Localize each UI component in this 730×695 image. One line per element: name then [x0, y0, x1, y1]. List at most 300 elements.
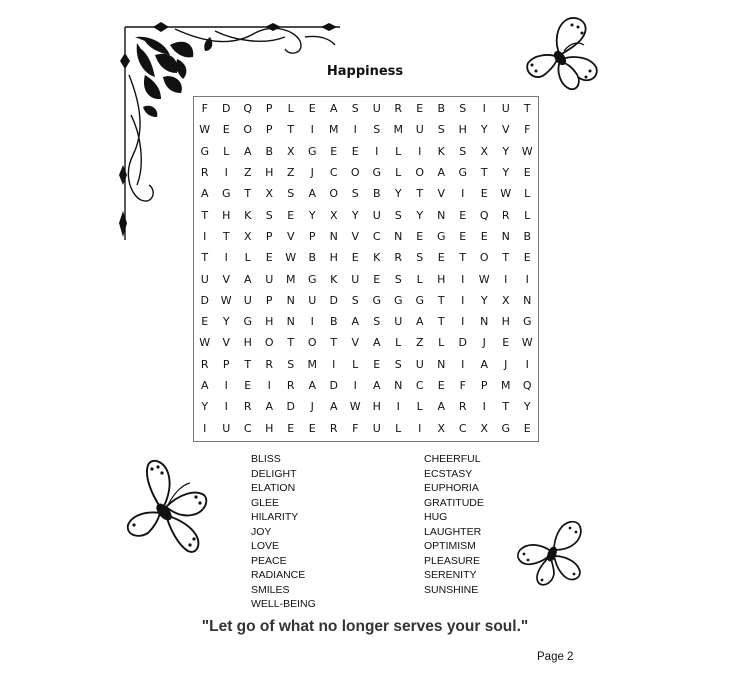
grid-cell: P [308, 229, 316, 243]
grid-cell: D [329, 379, 338, 392]
grid-cell: L [524, 208, 531, 222]
grid-cell: E [265, 251, 273, 265]
word-list-item: GLEE [251, 496, 280, 509]
grid-row [194, 183, 538, 204]
grid-cell: T [523, 102, 531, 116]
grid-cell: G [221, 187, 231, 201]
grid-cell: A [415, 315, 424, 329]
grid-row [194, 396, 538, 417]
grid-row [194, 226, 538, 247]
grid-cell: U [372, 421, 381, 435]
grid-cell: X [265, 187, 274, 201]
grid-cell: E [201, 315, 209, 329]
grid-cell: U [415, 357, 424, 371]
grid-cell: T [502, 400, 510, 414]
grid-cell: O [243, 123, 253, 137]
grid-cell: X [286, 144, 295, 158]
grid-cell: S [373, 315, 381, 329]
grid-cell: S [287, 187, 295, 201]
grid-cell: I [267, 379, 271, 392]
letter-table [194, 98, 538, 439]
grid-cell: N [437, 208, 446, 222]
grid-cell: G [458, 166, 468, 180]
grid-cell: I [310, 123, 314, 137]
grid-cell: S [416, 251, 424, 265]
grid-cell: M [286, 272, 296, 286]
grid-cell: Y [222, 315, 230, 329]
grid-cell: J [504, 357, 508, 371]
grid-cell: L [395, 336, 402, 350]
grid-cell: E [287, 421, 295, 435]
grid-cell: E [351, 251, 359, 265]
grid-cell: Y [201, 400, 209, 414]
grid-cell: E [308, 421, 316, 435]
grid-cell: O [264, 336, 274, 350]
grid-cell: V [351, 229, 360, 243]
grid-cell: Y [480, 293, 488, 307]
grid-row [194, 204, 538, 225]
grid-row [194, 119, 538, 140]
grid-cell: L [287, 102, 294, 116]
grid-cell: Y [502, 166, 510, 180]
grid-cell: U [351, 272, 360, 286]
grid-cell: W [521, 336, 533, 350]
grid-cell: N [286, 315, 295, 329]
grid-cell: T [437, 315, 445, 329]
grid-cell: G [415, 293, 425, 307]
word-list-item: EUPHORIA [424, 482, 479, 494]
word-list-item: SERENITY [424, 569, 477, 581]
grid-cell: V [286, 229, 295, 243]
grid-cell: A [200, 187, 209, 201]
grid-cell: B [329, 315, 338, 329]
grid-cell: E [502, 336, 510, 350]
grid-cell: P [222, 357, 230, 371]
grid-cell: Y [523, 400, 531, 414]
grid-cell: D [222, 102, 231, 116]
grid-cell: R [458, 400, 467, 414]
grid-cell: A [308, 187, 317, 201]
grid-cell: N [523, 293, 532, 307]
grid-cell: I [418, 144, 422, 158]
grid-cell: N [394, 229, 403, 243]
inspirational-quote: "Let go of what no longer serves your soul." [201, 618, 529, 635]
butterfly-icon [520, 15, 605, 95]
grid-cell: V [351, 336, 360, 350]
grid-cell: G [436, 229, 446, 243]
word-list-right [424, 452, 484, 597]
grid-cell: Q [479, 208, 489, 222]
grid-cell: Y [394, 187, 402, 201]
grid-cell: G [200, 144, 210, 158]
grid-cell: S [459, 144, 467, 158]
grid-cell: I [461, 293, 465, 307]
grid-cell: W [349, 400, 361, 414]
grid-row [194, 141, 538, 162]
grid-cell: P [265, 102, 273, 116]
grid-cell: T [502, 251, 510, 265]
grid-row [194, 162, 538, 183]
grid-cell: E [437, 251, 445, 265]
grid-cell: S [265, 208, 273, 222]
word-list-item: HILARITY [251, 511, 299, 523]
grid-row [194, 98, 538, 119]
butterfly-icon [512, 518, 587, 590]
grid-cell: I [203, 229, 207, 243]
grid-cell: E [222, 123, 230, 137]
word-list-item: SMILES [251, 583, 290, 596]
grid-cell: Y [416, 208, 424, 222]
word-list-item: GRATITUDE [424, 496, 484, 509]
grid-cell: I [224, 379, 228, 392]
grid-cell: S [287, 357, 295, 371]
grid-cell: I [525, 272, 529, 286]
grid-cell: X [243, 229, 252, 243]
grid-cell: H [265, 166, 274, 180]
grid-cell: X [501, 293, 510, 307]
grid-cell: T [201, 208, 209, 222]
grid-cell: A [308, 379, 317, 392]
grid-cell: I [461, 315, 465, 329]
grid-cell: J [310, 166, 314, 180]
grid-cell: H [265, 315, 274, 329]
grid-cell: L [416, 400, 423, 414]
grid-cell: E [330, 144, 338, 158]
grid-cell: I [418, 421, 422, 435]
grid-cell: U [308, 293, 317, 307]
grid-row [194, 247, 538, 268]
grid-cell: Y [502, 144, 510, 158]
word-search-grid [193, 96, 539, 442]
grid-cell: Y [308, 208, 316, 222]
grid-cell: M [501, 379, 511, 392]
word-list-item: HUG [424, 511, 448, 523]
grid-cell: A [372, 379, 381, 392]
grid-cell: E [244, 379, 252, 392]
grid-cell: A [243, 272, 252, 286]
grid-cell: W [500, 187, 512, 201]
grid-row [194, 417, 538, 438]
grid-cell: Z [243, 166, 252, 180]
grid-cell: A [480, 357, 489, 371]
grid-cell: U [243, 293, 252, 307]
grid-row [194, 268, 538, 289]
grid-cell: G [372, 166, 382, 180]
grid-cell: E [523, 166, 531, 180]
grid-cell: T [480, 166, 488, 180]
grid-cell: L [395, 144, 402, 158]
grid-cell: A [329, 102, 338, 116]
grid-cell: I [525, 357, 529, 371]
grid-cell: T [459, 251, 467, 265]
grid-cell: D [329, 293, 338, 307]
grid-cell: I [461, 357, 465, 371]
grid-cell: U [372, 208, 381, 222]
grid-cell: B [308, 251, 317, 265]
grid-cell: Y [351, 208, 359, 222]
grid-cell: H [458, 123, 467, 137]
grid-cell: J [482, 336, 486, 350]
grid-cell: T [222, 229, 230, 243]
grid-cell: H [222, 208, 231, 222]
word-list-item: ELATION [251, 482, 296, 494]
grid-cell: L [438, 336, 445, 350]
grid-cell: A [265, 400, 274, 414]
grid-cell: R [394, 251, 403, 265]
grid-cell: E [523, 251, 531, 265]
grid-cell: F [201, 102, 208, 116]
grid-cell: J [310, 400, 314, 414]
grid-cell: C [372, 229, 381, 243]
grid-cell: E [308, 102, 316, 116]
word-list-item: SUNSHINE [424, 583, 479, 596]
grid-cell: G [501, 421, 511, 435]
grid-row [194, 311, 538, 332]
grid-cell: D [286, 400, 295, 414]
grid-cell: R [286, 379, 295, 392]
word-list-item: JOY [251, 525, 272, 538]
word-list-left [251, 452, 316, 612]
grid-cell: P [265, 123, 273, 137]
grid-cell: E [287, 208, 295, 222]
grid-cell: X [437, 421, 446, 435]
grid-cell: G [372, 293, 382, 307]
grid-cell: X [480, 421, 489, 435]
word-list-item: LAUGHTER [424, 525, 482, 538]
grid-row [194, 290, 538, 311]
grid-cell: H [372, 400, 381, 414]
grid-cell: I [353, 123, 357, 137]
grid-cell: X [480, 144, 489, 158]
grid-cell: G [393, 293, 403, 307]
grid-cell: C [243, 421, 252, 435]
word-list-item: CHEERFUL [424, 453, 481, 465]
grid-cell: T [244, 187, 252, 201]
grid-cell: I [332, 357, 336, 371]
grid-cell: I [461, 272, 465, 286]
grid-cell: S [351, 187, 359, 201]
grid-cell: U [265, 272, 274, 286]
grid-cell: T [416, 187, 424, 201]
grid-cell: B [372, 187, 381, 201]
grid-cell: P [480, 379, 488, 392]
grid-cell: V [501, 123, 510, 137]
grid-cell: K [330, 272, 338, 286]
grid-cell: V [222, 272, 231, 286]
grid-cell: E [459, 208, 467, 222]
grid-cell: H [265, 421, 274, 435]
grid-cell: R [329, 421, 338, 435]
grid-cell: T [330, 336, 338, 350]
grid-cell: E [373, 272, 381, 286]
word-list-item: WELL-BEING [251, 598, 316, 610]
grid-cell: S [373, 123, 381, 137]
grid-cell: T [201, 251, 209, 265]
grid-cell: O [350, 166, 360, 180]
grid-cell: W [199, 123, 211, 137]
grid-cell: I [224, 400, 228, 414]
grid-cell: P [265, 293, 273, 307]
grid-cell: F [524, 123, 531, 137]
grid-row [194, 354, 538, 375]
grid-cell: Q [522, 379, 532, 392]
grid-cell: D [458, 336, 467, 350]
grid-cell: I [504, 272, 508, 286]
grid-cell: I [310, 315, 314, 329]
grid-cell: O [329, 187, 339, 201]
grid-cell: K [244, 208, 252, 222]
word-list-item: DELIGHT [251, 467, 297, 480]
grid-cell: S [351, 102, 359, 116]
grid-cell: I [482, 400, 486, 414]
grid-cell: B [265, 144, 274, 158]
grid-cell: X [329, 208, 338, 222]
grid-cell: U [200, 272, 209, 286]
grid-cell: N [394, 379, 403, 392]
grid-cell: A [437, 166, 446, 180]
grid-cell: U [501, 102, 510, 116]
grid-cell: L [395, 166, 402, 180]
grid-cell: N [501, 229, 510, 243]
grid-cell: W [478, 272, 490, 286]
grid-cell: L [352, 357, 359, 371]
grid-cell: B [437, 102, 446, 116]
grid-cell: U [394, 315, 403, 329]
grid-cell: O [307, 336, 317, 350]
grid-cell: R [265, 357, 274, 371]
grid-cell: G [522, 315, 532, 329]
grid-cell: Z [415, 336, 424, 350]
grid-cell: I [396, 400, 400, 414]
grid-cell: D [200, 293, 209, 307]
grid-cell: S [437, 123, 445, 137]
grid-cell: R [243, 400, 252, 414]
grid-cell: L [395, 421, 402, 435]
grid-cell: K [373, 251, 381, 265]
grid-cell: T [287, 123, 295, 137]
grid-cell: N [329, 229, 338, 243]
grid-cell: L [524, 187, 531, 201]
word-list-item: LOVE [251, 540, 280, 552]
grid-cell: P [265, 229, 273, 243]
word-list-item: OPTIMISM [424, 540, 476, 552]
grid-cell: L [244, 251, 251, 265]
grid-cell: L [223, 144, 230, 158]
page-number: Page 2 [537, 651, 574, 663]
word-list-item: ECSTASY [424, 467, 473, 480]
grid-cell: H [437, 272, 446, 286]
grid-cell: H [329, 251, 338, 265]
grid-cell: U [415, 123, 424, 137]
grid-cell: T [437, 293, 445, 307]
grid-cell: G [243, 315, 253, 329]
grid-cell: F [459, 379, 466, 392]
grid-cell: N [480, 315, 489, 329]
puzzle-title: Happiness [326, 64, 404, 79]
grid-cell: A [437, 400, 446, 414]
grid-cell: E [416, 229, 424, 243]
grid-cell: G [307, 144, 317, 158]
grid-cell: Q [243, 102, 253, 116]
grid-cell: Z [286, 166, 295, 180]
grid-cell: S [394, 357, 402, 371]
grid-cell: W [521, 144, 533, 158]
grid-cell: W [220, 293, 232, 307]
grid-cell: I [224, 166, 228, 180]
grid-cell: C [329, 166, 338, 180]
grid-cell: I [203, 421, 207, 435]
grid-cell: A [243, 144, 252, 158]
grid-cell: O [415, 166, 425, 180]
grid-cell: E [416, 102, 424, 116]
grid-cell: K [437, 144, 445, 158]
grid-cell: U [372, 102, 381, 116]
word-list-item: PEACE [251, 554, 287, 567]
butterfly-icon [122, 455, 212, 565]
grid-cell: S [351, 293, 359, 307]
grid-cell: N [437, 357, 446, 371]
grid-cell: F [352, 421, 359, 435]
grid-cell: T [287, 336, 295, 350]
grid-cell: M [329, 123, 339, 137]
word-list-item: BLISS [251, 453, 281, 465]
grid-row [194, 375, 538, 396]
grid-cell: S [459, 102, 467, 116]
word-list-item: RADIANCE [251, 569, 306, 581]
grid-cell: T [244, 357, 252, 371]
grid-cell: R [200, 357, 209, 371]
grid-cell: R [394, 102, 403, 116]
grid-cell: R [200, 166, 209, 180]
grid-cell: E [351, 144, 359, 158]
grid-cell: I [224, 251, 228, 265]
grid-cell: E [437, 379, 445, 392]
grid-cell: I [353, 379, 357, 392]
grid-cell: G [307, 272, 317, 286]
grid-row [194, 332, 538, 353]
grid-cell: N [286, 293, 295, 307]
grid-cell: E [459, 229, 467, 243]
grid-cell: V [222, 336, 231, 350]
grid-cell: V [437, 187, 446, 201]
word-list-item: PLEASURE [424, 554, 481, 567]
grid-cell: H [501, 315, 510, 329]
grid-cell: E [480, 187, 488, 201]
grid-cell: W [199, 336, 211, 350]
grid-cell: M [393, 123, 403, 137]
grid-cell: B [523, 229, 532, 243]
grid-cell: A [351, 315, 360, 329]
grid-cell: S [394, 272, 402, 286]
grid-cell: L [416, 272, 423, 286]
grid-cell: W [285, 251, 297, 265]
grid-cell: I [482, 102, 486, 116]
grid-cell: O [479, 251, 489, 265]
grid-cell: M [307, 357, 317, 371]
grid-cell: A [200, 379, 209, 392]
grid-cell: A [329, 400, 338, 414]
grid-cell: C [415, 379, 424, 392]
grid-cell: Y [480, 123, 488, 137]
grid-cell: A [372, 336, 381, 350]
grid-cell: I [461, 187, 465, 201]
grid-cell: E [373, 357, 381, 371]
grid-cell: S [394, 208, 402, 222]
grid-cell: U [222, 421, 231, 435]
grid-cell: R [501, 208, 510, 222]
grid-cell: I [375, 144, 379, 158]
grid-cell: E [480, 229, 488, 243]
